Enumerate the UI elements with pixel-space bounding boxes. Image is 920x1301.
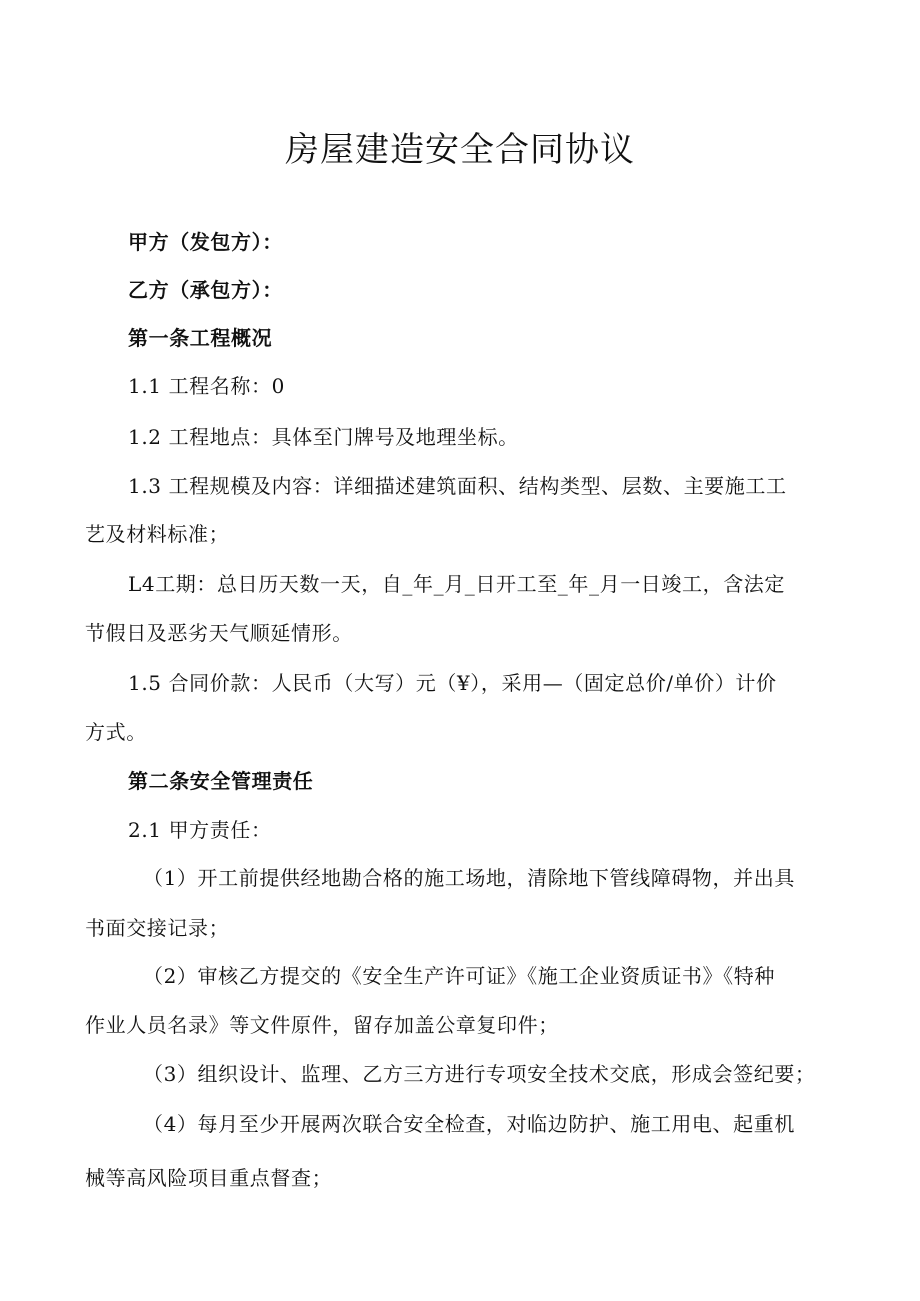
sub-1-line1: （1）开工前提供经地勘合格的施工场地，清除地下管线障碍物，并出具 bbox=[143, 866, 795, 890]
sub-1-line2: 书面交接记录； bbox=[85, 916, 230, 940]
article1-heading: 第一条工程概况 bbox=[128, 326, 273, 350]
item-1-5-line2: 方式。 bbox=[85, 720, 147, 744]
item-1-2: 1.2 工程地点：具体至门牌号及地理坐标。 bbox=[128, 425, 519, 449]
sub-2-line1: （2）审核乙方提交的《安全生产许可证》《施工企业资质证书》《特种 bbox=[143, 964, 775, 988]
item-1-4-line1: L4工期：总日历天数一天，自_年_月_日开工至_年_月一日竣工，含法定 bbox=[128, 572, 786, 596]
sub-4-line1: （4）每月至少开展两次联合安全检查，对临边防护、施工用电、起重机 bbox=[143, 1112, 795, 1136]
item-1-1: 1.1 工程名称：0 bbox=[128, 374, 285, 398]
sub-3-line: （3）组织设计、监理、乙方三方进行专项安全技术交底，形成会签纪要； bbox=[143, 1062, 816, 1086]
sub-2-line2: 作业人员名录》等文件原件，留存加盖公章复印件； bbox=[85, 1013, 559, 1037]
party-a-line: 甲方（发包方）： bbox=[128, 230, 283, 254]
sub-4-line2: 械等高风险项目重点督查； bbox=[85, 1166, 333, 1190]
item-1-3-line1: 1.3 工程规模及内容：详细描述建筑面积、结构类型、层数、主要施工工 bbox=[128, 474, 787, 498]
item-1-3-line2: 艺及材料标准； bbox=[85, 522, 230, 546]
article2-heading: 第二条安全管理责任 bbox=[128, 769, 314, 793]
document-title: 房屋建造安全合同协议 bbox=[285, 130, 635, 170]
party-b-line: 乙方（承包方）： bbox=[128, 278, 283, 302]
item-1-5-line1: 1.5 合同价款：人民币（大写）元（¥），采用—（固定总价/单价）计价 bbox=[128, 671, 777, 695]
item-2-1: 2.1 甲方责任： bbox=[128, 818, 272, 842]
item-1-4-line2: 节假日及恶劣天气顺延情形。 bbox=[85, 621, 353, 645]
